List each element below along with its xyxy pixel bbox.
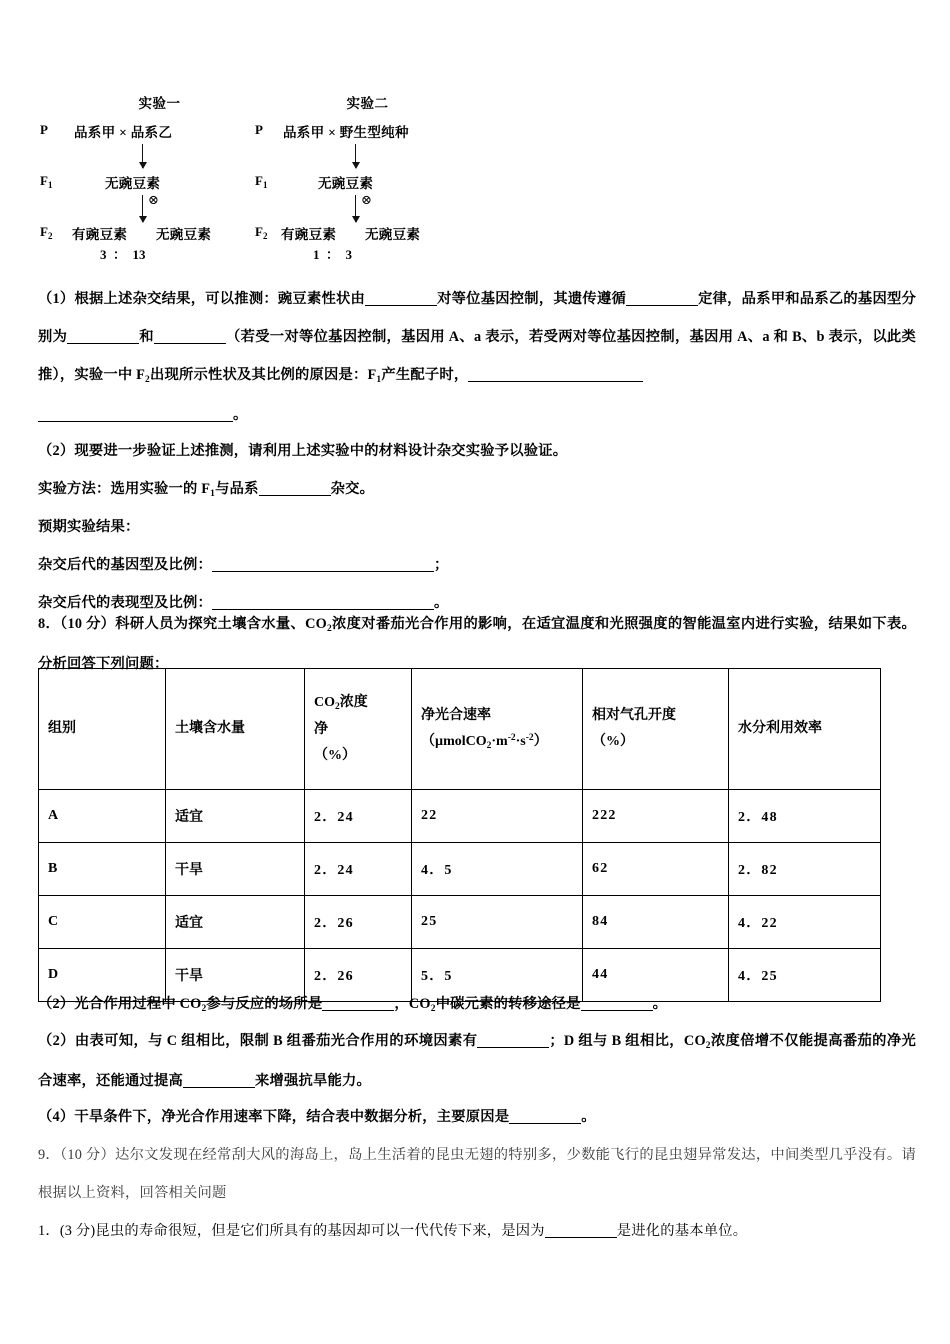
q7-sub1-blank-5[interactable] — [468, 381, 643, 382]
cell-net-rate: 25 — [412, 896, 583, 949]
header-stomata-line2: （%） — [592, 734, 634, 749]
q7-result1-blank[interactable] — [212, 571, 434, 572]
cell-group: B — [39, 843, 166, 896]
q8-sub2-text-c: ，CO — [394, 996, 431, 1012]
cell-group: A — [39, 790, 166, 843]
q7-sub1-text-a: （1）根据上述杂交结果，可以推测：豌豆素性状由 — [38, 291, 366, 307]
cell-wue: 4．22 — [729, 896, 881, 949]
cell-co2: 2．26 — [305, 949, 412, 1002]
arrow-down-icon — [142, 195, 143, 222]
header-wue-label: 水分利用效率 — [738, 721, 822, 736]
q7-sub1-text-h: 。 — [233, 407, 248, 423]
q7-result2-text-a: 杂交后代的表现型及比例： — [38, 595, 212, 611]
experiment-two — [255, 92, 470, 262]
q9-stem-text: 9．（10 分）达尔文发现在经常刮大风的海岛上，岛上生活着的昆虫无翅的特别多，少数能飞行的昆虫翅异常发达，中间类型几乎没有。请根据以上资料，回答相关问题 — [38, 1147, 916, 1201]
q8-sub2-blank-2[interactable] — [581, 1010, 653, 1011]
arrow-down-icon — [355, 195, 356, 222]
cell-stomata: 62 — [583, 843, 729, 896]
q9-stem — [38, 1136, 916, 1212]
q7-sub2-line — [38, 432, 916, 470]
table-row — [39, 896, 881, 949]
cell-group: C — [39, 896, 166, 949]
experiment-data-table — [38, 668, 881, 1002]
f2-subscript: 2 — [145, 375, 150, 385]
q9-sub1-text-b: 是进化的基本单位。 — [616, 1223, 748, 1239]
q7-sub1-text-g: 产生配子时， — [381, 367, 469, 383]
q7-result-genotype-line — [38, 546, 916, 584]
q7-sub1-text-c: 定律，品系甲和品系乙的基因型分别为 — [38, 291, 917, 345]
q7-sub1-text-b: 对等位基因控制，其遗传遵循 — [437, 291, 627, 307]
q9-sub1-line — [38, 1212, 916, 1250]
co2-subscript: 2 — [201, 1004, 207, 1014]
co2-subscript: 2 — [430, 1004, 436, 1014]
experiment-one-ratio: 3 ： 13 — [100, 247, 146, 262]
co2-subscript: 2 — [326, 624, 332, 634]
header-soil-water-label: 土壤含水量 — [175, 721, 245, 736]
q8-sub3-text-d: 来增强抗旱能力。 — [254, 1073, 371, 1089]
q7-sub1-text-f: 出现所示性状及其比例的原因是：F — [150, 367, 377, 383]
q7-sub1-paragraph — [38, 280, 916, 434]
cell-stomata: 84 — [583, 896, 729, 949]
header-cell-co2 — [305, 669, 412, 790]
experiment-one-f1-label: $F_1$ — [40, 173, 53, 190]
co2-subscript: 2 — [705, 1041, 711, 1051]
q8-sub3-text-b: ；D 组与 B 组相比，CO — [549, 1033, 706, 1049]
cell-wue: 2．48 — [729, 790, 881, 843]
cell-co2: 2．24 — [305, 843, 412, 896]
experiment-two-title: 实验二 — [346, 96, 389, 111]
cell-wue: 2．82 — [729, 843, 881, 896]
table-row — [39, 790, 881, 843]
cell-net-rate: 5．5 — [412, 949, 583, 1002]
header-net-rate-unit: $(\mu molCO_2\cdot m^{-2}\cdot s^{-2})$ — [421, 732, 548, 751]
f1-subscript: 1 — [376, 375, 382, 385]
q7-sub1-text-e: （若受一对等位基因控制，基因用 A、a 表示，若受两对等位基因控制，基因用 A、a 和 B、b 表示，以此类推），实验一中 F — [38, 329, 917, 383]
cell-stomata: 222 — [583, 790, 729, 843]
q7-method-blank[interactable] — [259, 495, 331, 496]
cell-net-rate: 4．5 — [412, 843, 583, 896]
experiment-two-f2-left: 有豌豆素 — [281, 227, 337, 242]
q7-expected-text: 预期实验结果： — [38, 519, 140, 535]
q7-method-text-a: 实验方法：选用实验一的 F — [38, 481, 211, 497]
experiment-one — [40, 92, 255, 262]
table-row — [39, 843, 881, 896]
header-co2-line2: 净 — [314, 721, 328, 737]
experiment-one-title: 实验一 — [138, 96, 181, 111]
self-cross-icon: ⊗ — [361, 192, 372, 207]
experiment-two-ratio: 1 ： 3 — [313, 247, 353, 262]
header-cell-soil-water — [166, 669, 305, 790]
q8-stem-text-b: 浓度对番茄光合作用的影响，在适宜温度和光照强度的智能温室内进行实验，结果如下表。分析回答下列问题： — [38, 616, 916, 672]
q8-sub3-blank-2[interactable] — [183, 1087, 255, 1088]
header-co2-line1: $CO_2$浓度 — [314, 694, 368, 712]
q8-sub2-blank-1[interactable] — [322, 1010, 394, 1011]
experiment-one-f2-left: 有豌豆素 — [72, 227, 128, 242]
cell-net-rate: 22 — [412, 790, 583, 843]
q9-sub1-blank[interactable] — [545, 1237, 617, 1238]
experiment-one-f2-right: 无豌豆素 — [156, 227, 212, 242]
self-cross-icon: ⊗ — [148, 192, 159, 207]
cell-soil-water: 适宜 — [166, 896, 305, 949]
experiment-one-f2-label: $F_2$ — [40, 224, 53, 241]
q7-expected-label — [38, 508, 916, 546]
experiment-one-p-label: P — [40, 122, 48, 137]
q9-sub1-text-a: 1．(3 分)昆虫的寿命很短，但是它们所具有的基因却可以一代代传下来，是因为 — [38, 1223, 545, 1239]
q8-sub3-paragraph — [38, 1022, 916, 1100]
header-net-rate-line1: 净光合速率 — [421, 707, 491, 723]
header-cell-group — [39, 669, 166, 790]
table-head — [39, 669, 881, 790]
experiment-two-f1-text: 无豌豆素 — [318, 176, 374, 191]
header-cell-net-rate — [412, 669, 583, 790]
experiment-two-f2-right: 无豌豆素 — [365, 227, 421, 242]
table-body — [39, 790, 881, 1002]
experiment-two-p-label: P — [255, 122, 263, 137]
q7-method-text-b: 与品系 — [215, 481, 259, 497]
q8-sub4-line — [38, 1098, 916, 1136]
cell-group: D — [39, 949, 166, 1002]
q8-sub2-text-b: 参与反应的场所是 — [206, 996, 323, 1012]
table-header-row — [39, 669, 881, 790]
q8-sub3-text-a: （2）由表可知，与 C 组相比，限制 B 组番茄光合作用的环境因素有 — [38, 1033, 478, 1049]
q8-sub2-text-d: 中碳元素的转移途径是 — [435, 996, 581, 1012]
header-group-label: 组别 — [48, 721, 76, 736]
q7-result1-text-b: ； — [433, 557, 449, 573]
q7-sub1-blank-1[interactable] — [365, 305, 437, 306]
q7-result2-text-b: 。 — [433, 595, 449, 611]
q7-sub1-blank-4[interactable] — [154, 343, 226, 344]
q8-sub4-blank[interactable] — [509, 1123, 581, 1124]
cell-co2: 2．26 — [305, 896, 412, 949]
header-stomata-line1: 相对气孔开度 — [592, 708, 676, 723]
q7-sub1-blank-3[interactable] — [67, 343, 139, 344]
q7-sub1-blank-2[interactable] — [626, 305, 698, 306]
header-co2-line3: （%） — [314, 747, 356, 763]
q7-result1-text-a: 杂交后代的基因型及比例： — [38, 557, 212, 573]
cell-stomata: 44 — [583, 949, 729, 1002]
q8-sub4-text-a: （4）干旱条件下，净光合作用速率下降，结合表中数据分析，主要原因是 — [38, 1109, 510, 1125]
q7-method-line — [38, 470, 916, 510]
q8-stem-text-a: 8．（10 分）科研人员为探究土壤含水量、CO — [38, 616, 327, 632]
experiment-two-f2-label: $F_2$ — [255, 224, 268, 241]
cell-soil-water: 干旱 — [166, 843, 305, 896]
cell-soil-water: 干旱 — [166, 949, 305, 1002]
arrow-down-icon — [355, 144, 356, 168]
q8-sub2-text-a: （2）光合作用过程中 CO — [38, 996, 202, 1012]
f1-subscript: 1 — [210, 489, 216, 499]
experiment-one-f1-text: 无豌豆素 — [105, 176, 161, 191]
cell-co2: 2．24 — [305, 790, 412, 843]
q7-sub2-text: （2）现要进一步验证上述推测，请利用上述实验中的材料设计杂交实验予以验证。 — [38, 443, 568, 459]
header-cell-wue — [729, 669, 881, 790]
header-cell-stomata — [583, 669, 729, 790]
experiment-one-p-text: 品系甲 × 品系乙 — [74, 125, 173, 140]
arrow-down-icon — [142, 144, 143, 168]
q8-sub2-line — [38, 986, 916, 1024]
q8-sub3-text-c: 浓度倍增不仅能提高番茄的净光合速率，还能通过提高 — [38, 1033, 916, 1089]
q7-method-text-c: 杂交。 — [330, 481, 375, 497]
q7-sub1-text-d: 和 — [139, 329, 154, 345]
q7-sub1-blank-6[interactable] — [38, 421, 233, 422]
q8-sub2-text-e: 。 — [652, 996, 668, 1012]
experiment-two-p-text: 品系甲 × 野生型纯种 — [283, 125, 409, 140]
experiment-two-f1-label: $F_1$ — [255, 173, 268, 190]
q8-sub3-blank-1[interactable] — [477, 1047, 549, 1048]
q8-sub4-text-b: 。 — [581, 1109, 596, 1125]
genetic-cross-diagram — [40, 92, 500, 262]
cell-wue: 4．25 — [729, 949, 881, 1002]
cell-soil-water: 适宜 — [166, 790, 305, 843]
